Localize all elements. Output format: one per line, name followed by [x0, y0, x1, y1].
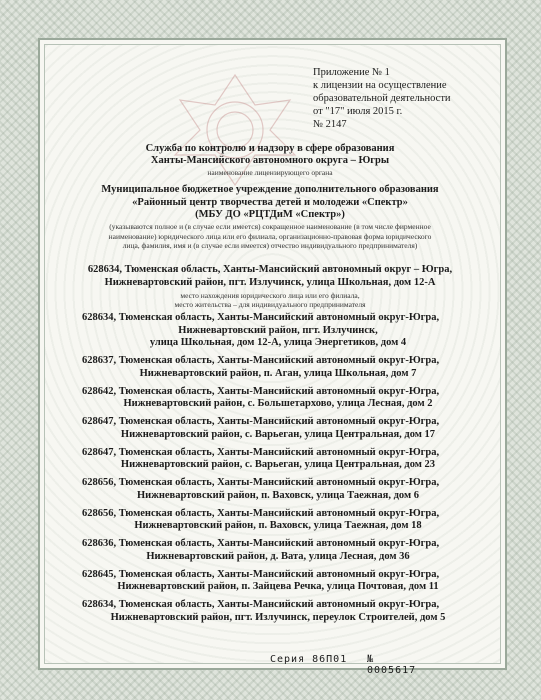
- address-line: 628642, Тюменская область, Ханты-Мансийский автономный округ-Югра,: [82, 385, 440, 397]
- caption-line: наименование) юридического лица или его филиала, организационно-правовая форма юридического: [108, 231, 432, 241]
- address-line: Нижневартовский район, с. Большетархово, улица Лесная, дом 2: [123, 398, 433, 409]
- list-item: [58, 538, 498, 569]
- organization-name: [50, 184, 490, 222]
- address-line: Нижневартовский район, пгт. Излучинск,: [178, 324, 378, 336]
- authority-caption: наименование лицензирующего органа: [207, 168, 333, 177]
- caption-line: место жительства – для индивидуального предпринимателя: [174, 300, 366, 309]
- address-line: 628645, Тюменская область, Ханты-Мансийский автономный округ-Югра,: [82, 568, 440, 580]
- activity-address-list: [58, 312, 498, 630]
- legal-address-line: 628634, Тюменская область, Ханты-Мансийский автономный округ – Югра,: [87, 264, 453, 275]
- address-line: Нижневартовский район, с. Варьеган, улица Центральная, дом 23: [120, 459, 436, 470]
- form-number: № 0005617: [367, 654, 417, 676]
- authority-line: Служба по контролю и надзору в сфере образования: [145, 143, 395, 154]
- address-line: улица Школьная, дом 12-А, улица Энергетиков, дом 4: [149, 337, 407, 348]
- authority-line: Ханты-Мансийского автономного округа – Югры: [150, 155, 390, 166]
- annex-line: образовательной деятельности: [313, 93, 451, 104]
- list-item: [58, 312, 498, 355]
- organization-caption: [50, 222, 490, 251]
- list-item: [58, 569, 498, 600]
- list-item: [58, 477, 498, 508]
- legal-address-line: Нижневартовский район, пгт. Излучинск, улица Школьная, дом 12-А: [104, 276, 436, 288]
- address-line: 628656, Тюменская область, Ханты-Мансийский автономный округ-Югра,: [82, 477, 440, 488]
- form-series: Серия 86П01: [270, 654, 348, 665]
- legal-address: [50, 264, 490, 289]
- annex-number: № 2147: [313, 119, 347, 130]
- form-serial: [270, 654, 417, 676]
- list-item: [58, 599, 498, 630]
- list-item: [58, 355, 498, 386]
- list-item: [58, 447, 498, 478]
- caption-line: лица, фамилия, имя и (в случае если имеется) отчество индивидуального предпринимателя): [122, 241, 418, 250]
- organization-line: «Районный центр творчества детей и молодежи «Спектр»: [132, 196, 408, 208]
- annex-title: Приложение № 1: [313, 67, 390, 78]
- address-line: 628656, Тюменская область, Ханты-Мансийский автономный округ-Югра,: [82, 507, 440, 519]
- caption-line: (указываются полное и (в случае если имеется) сокращенное наименование (в том числе фирменное: [109, 222, 431, 231]
- address-line: Нижневартовский район, п. Ваховск, улица Таежная, дом 6: [137, 489, 419, 501]
- caption-line: место нахождения юридического лица или его филиала,: [180, 291, 360, 300]
- address-line: 628634, Тюменская область, Ханты-Мансийский автономный округ-Югра,: [82, 312, 440, 323]
- address-line: Нижневартовский район, п. Ваховск, улица Таежная, дом 18: [134, 520, 422, 531]
- annex-line: к лицензии на осуществление: [313, 80, 447, 91]
- list-item: [58, 416, 498, 447]
- licensing-authority: [50, 143, 490, 167]
- address-line: 628647, Тюменская область, Ханты-Мансийский автономный округ-Югра,: [82, 416, 440, 427]
- list-item: [58, 386, 498, 417]
- address-line: 628634, Тюменская область, Ханты-Мансийский автономный округ-Югра,: [82, 599, 440, 610]
- list-item: [58, 508, 498, 539]
- address-line: Нижневартовский район, пгт. Излучинск, переулок Строителей, дом 5: [110, 611, 446, 623]
- address-line: 628647, Тюменская область, Ханты-Мансийский автономный округ-Югра,: [82, 446, 440, 458]
- address-line: 628637, Тюменская область, Ханты-Мансийский автономный округ-Югра,: [82, 355, 440, 366]
- organization-line: Муниципальное бюджетное учреждение дополнительного образования: [101, 184, 439, 195]
- address-line: 628636, Тюменская область, Ханты-Мансийский автономный округ-Югра,: [82, 538, 440, 549]
- watermark-emblem-icon: [130, 60, 340, 200]
- legal-address-caption: [50, 291, 490, 309]
- address-line: Нижневартовский район, п. Аган, улица Школьная, дом 7: [139, 367, 417, 379]
- address-line: Нижневартовский район, с. Варьеган, улица Центральная, дом 17: [120, 428, 436, 440]
- annex-date: от "17" июля 2015 г.: [313, 106, 403, 117]
- organization-short-name: (МБУ ДО «РЦТДиМ «Спектр»): [195, 209, 345, 220]
- address-line: Нижневартовский район, п. Зайцева Речка, улица Почтовая, дом 11: [117, 581, 439, 592]
- license-annex-header: [313, 66, 513, 131]
- address-line: Нижневартовский район, д. Вата, улица Лесная, дом 36: [146, 550, 410, 562]
